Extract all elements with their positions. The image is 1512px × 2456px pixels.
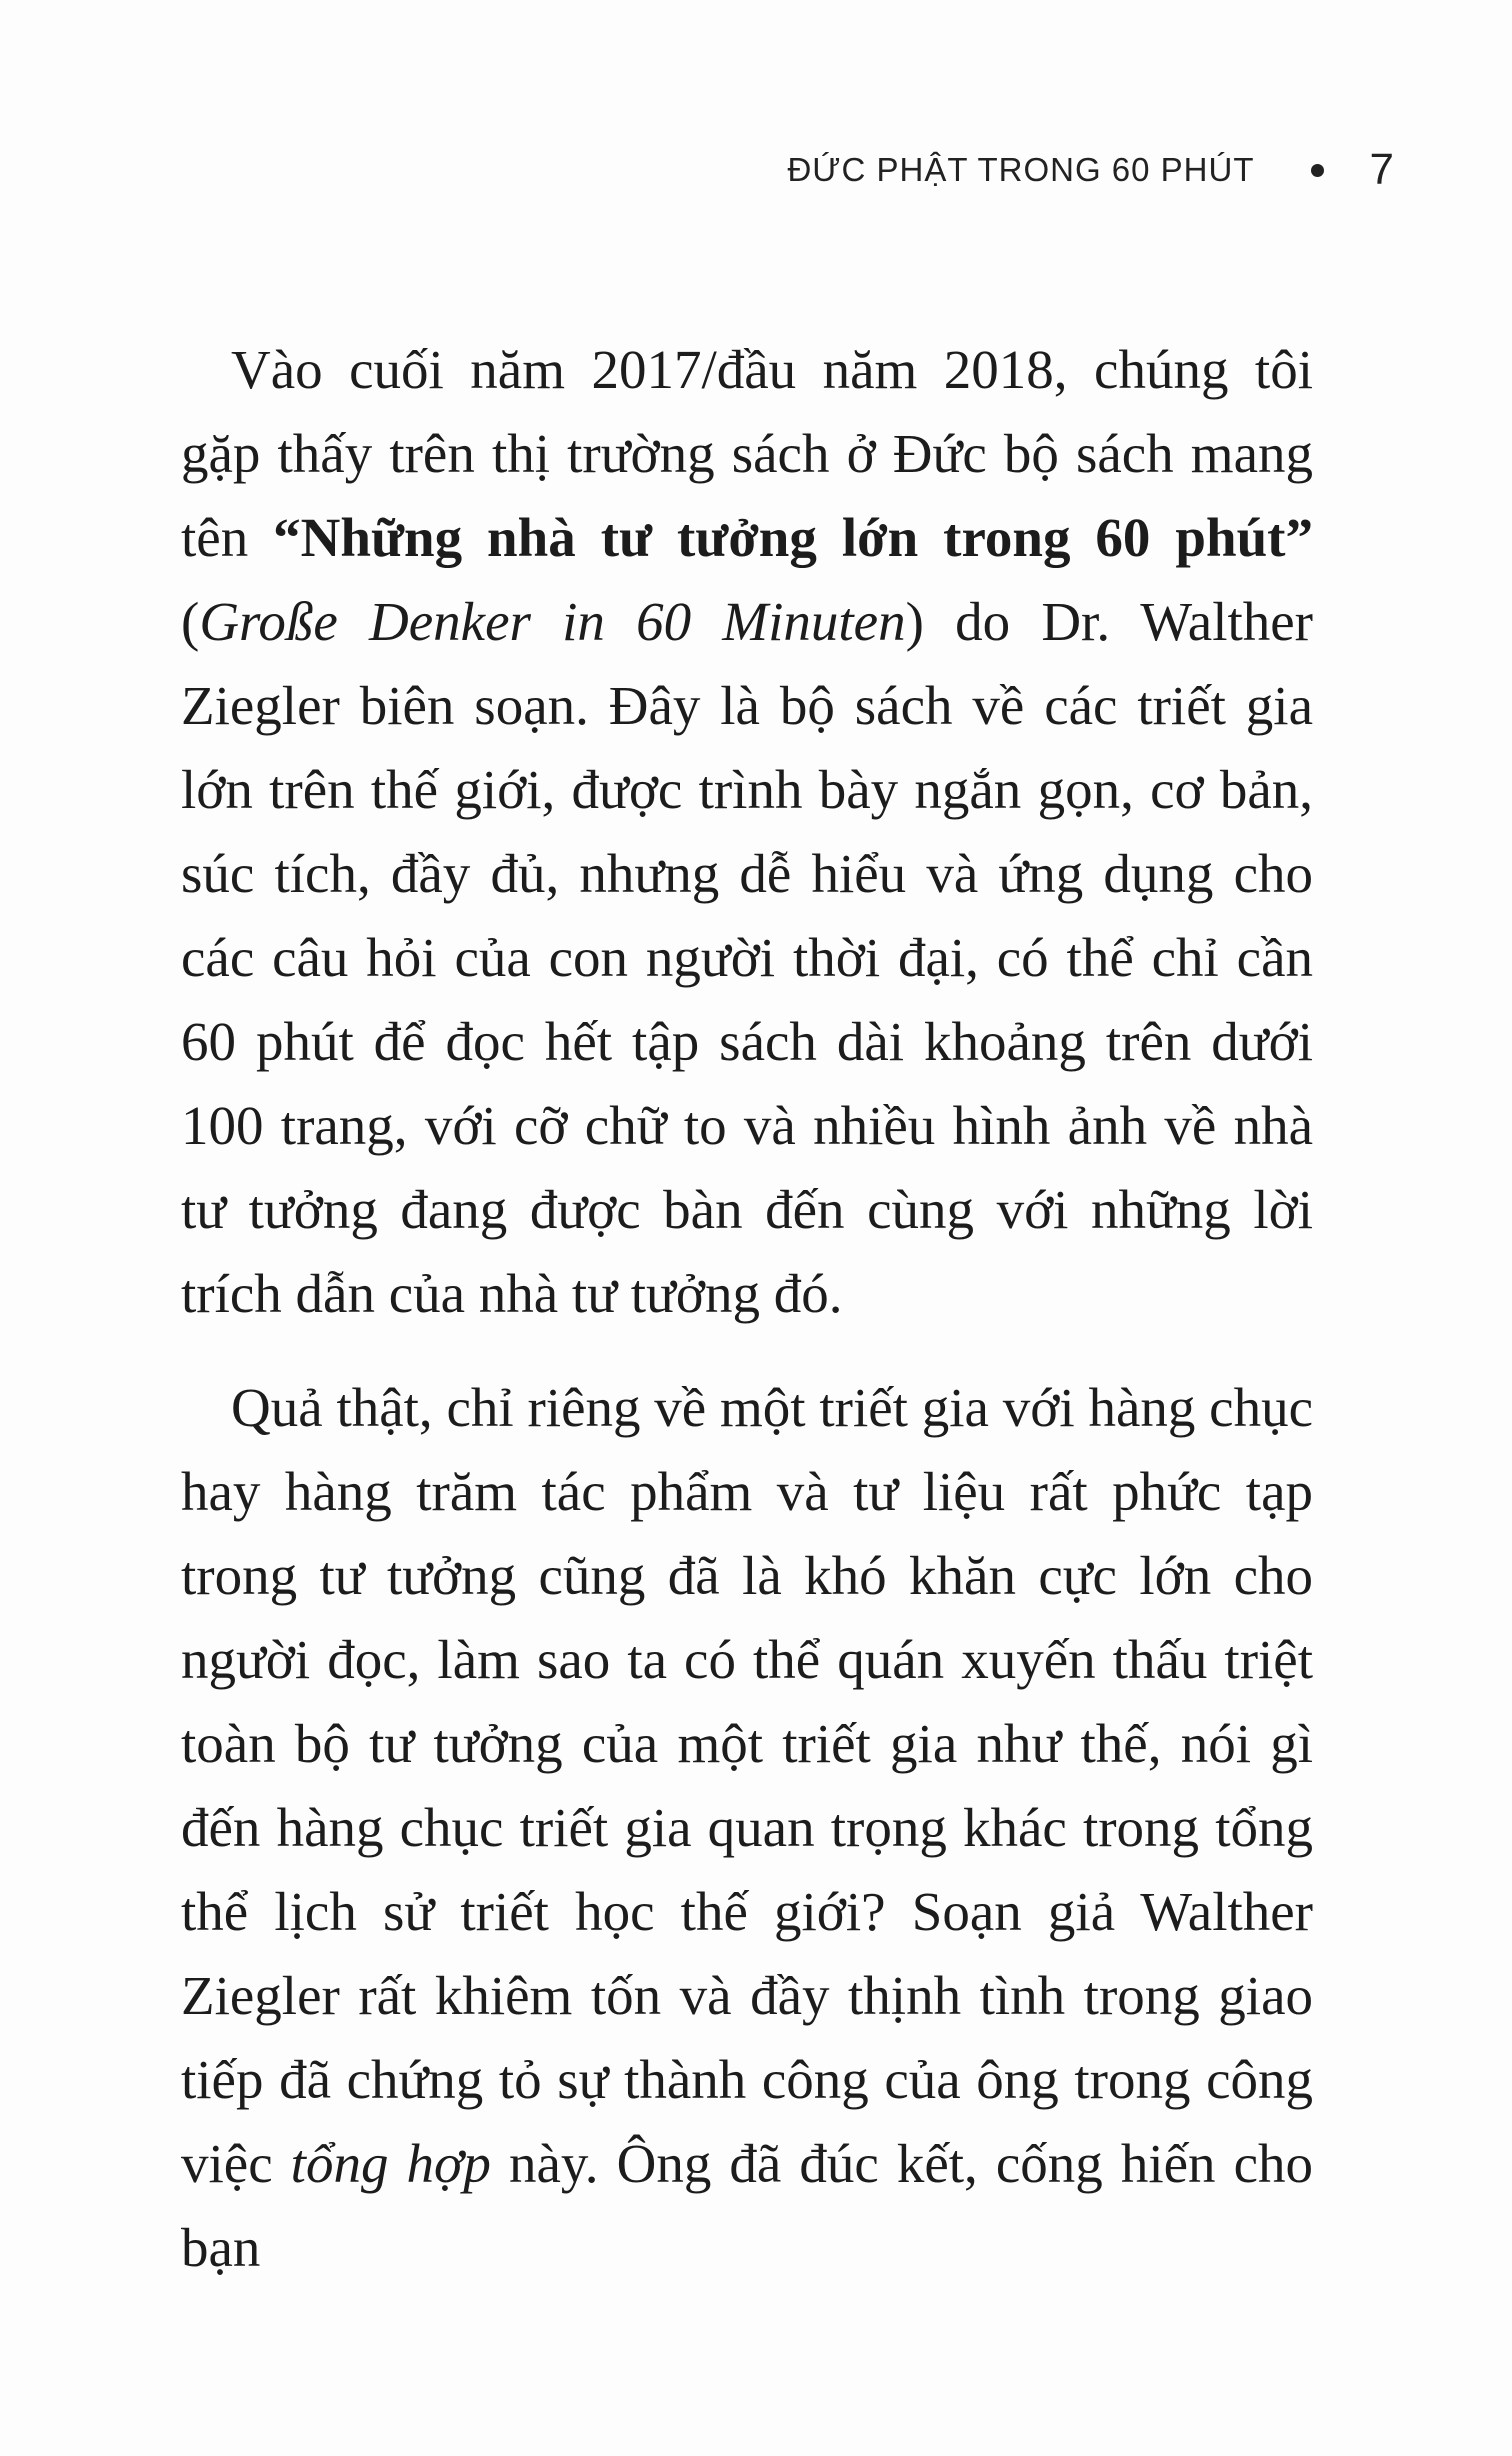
- bullet-separator: [1311, 164, 1324, 177]
- paragraph-2-text-a: Quả thật, chỉ riêng về một triết gia với hàng chục hay hàng trăm tác phẩm và tư liệu rất phức tạp trong tư tưởng cũng đã là khó khăn cực lớn cho người đọc, làm sao ta có thể quán xuyến thấu triệt toàn bộ tư tưởng của một triết gia như thế, nói gì đến hàng chục triết gia quan trọng khác trong tổng thể lịch sử triết học thế giới? Soạn giả Walther Ziegler rất khiêm tốn và đầy thịnh tình trong giao tiếp đã chứng tỏ sự thành công của ông trong công việc: [181, 1377, 1313, 2194]
- running-title: ĐỨC PHẬT TRONG 60 PHÚT: [787, 151, 1255, 188]
- page-number: 7: [1369, 145, 1394, 194]
- paragraph-1-text-a: Vào cuối năm 2017/đầu năm 2018, chúng tôi gặp thấy trên thị trường sách ở Đức bộ sách mang tên: [181, 339, 1313, 568]
- series-title-vietnamese: “Những nhà tư tưởng lớn trong 60 phút”: [273, 507, 1313, 568]
- body-text: [181, 328, 1313, 2290]
- paragraph-2-text-b: này. Ông đã đúc kết, cống hiến cho bạn: [181, 2133, 1313, 2278]
- emphasized-term: tổng hợp: [290, 2133, 491, 2194]
- paragraph-1-text-c: ) do Dr. Walther Ziegler biên soạn. Đây là bộ sách về các triết gia lớn trên thế giới, được trình bày ngắn gọn, cơ bản, súc tích, đầy đủ, nhưng dễ hiểu và ứng dụng cho các câu hỏi của con người thời đại, có thể chỉ cần 60 phút để đọc hết tập sách dài khoảng trên dưới 100 trang, với cỡ chữ to và nhiều hình ảnh về nhà tư tưởng đang được bàn đến cùng với những lời trích dẫn của nhà tư tưởng đó.: [181, 591, 1314, 1324]
- paragraph-2: [181, 1366, 1313, 2290]
- paragraph-1: [181, 328, 1313, 1336]
- paragraph-1-text-b: (: [181, 591, 200, 652]
- series-title-german: Große Denker in 60 Minuten: [199, 591, 906, 652]
- running-header: [787, 145, 1394, 195]
